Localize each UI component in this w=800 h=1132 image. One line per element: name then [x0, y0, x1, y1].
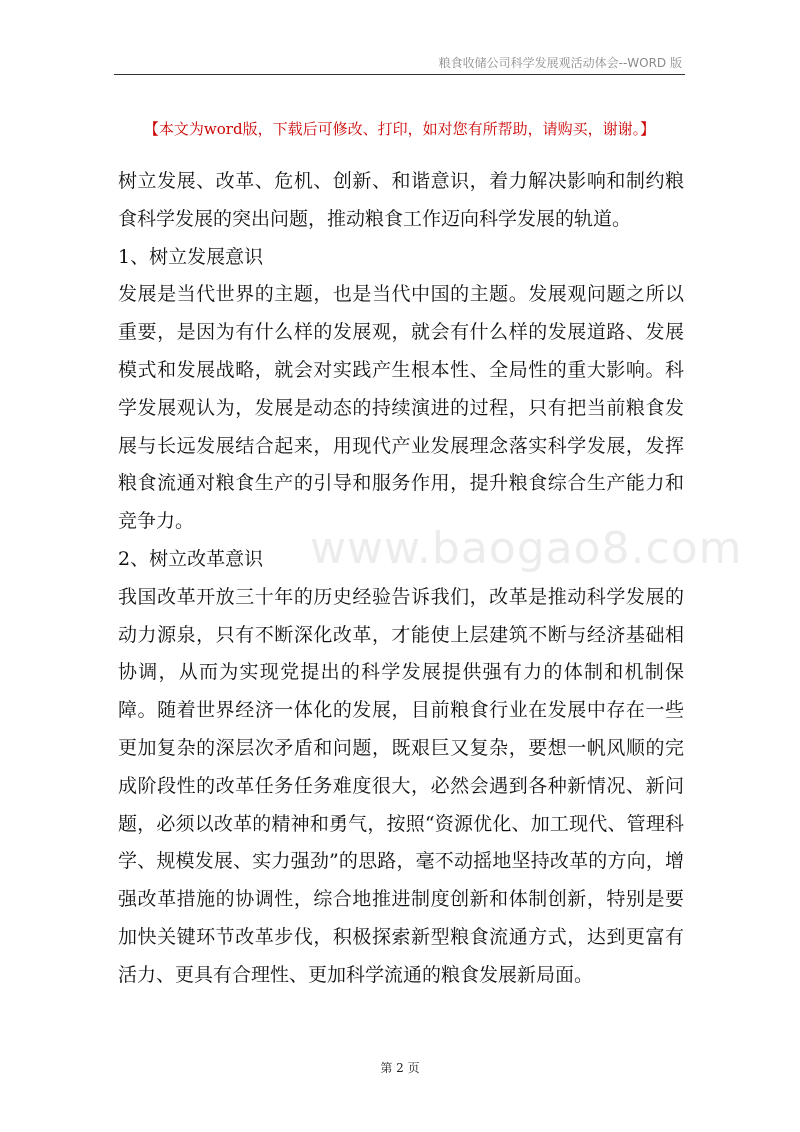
section-heading-development: 1、树立发展意识: [118, 245, 264, 268]
section-heading-reform: 2、树立改革意识: [118, 547, 264, 570]
page-header-title: 粮食收储公司科学发展观活动体会--WORD 版: [438, 56, 682, 70]
watermark: www.baogao8.com: [310, 523, 743, 574]
paragraph-reform: 我国改革开放三十年的历史经验告诉我们，改革是推动科学发展的动力源泉，只有不断深化改革，才能使上层建筑不断与经济基础相协调，从而为实现党提出的科学发展提供强有力的体制和机制保障。随着世界经济一体化的发展，目前粮食行业在发展中存在一些更加复杂的深层次矛盾和问题，既艰巨又复杂，要想一帆风顺的完成阶段性的改革任务任务难度很大，必然会遇到各种新情况、新问题，必须以改革的精神和勇气，按照“资源优化、加工现代、管理科学、规模发展、实力强劲”的思路，毫不动摇地坚持改革的方向，增强改革措施的协调性，综合地推进制度创新和体制创新，特别是要加快关键环节改革步伐，积极探索新型粮食流通方式，达到更富有活力、更具有合理性、更加科学流通的粮食发展新局面。: [118, 585, 684, 986]
paragraph-intro: 树立发展、改革、危机、创新、和谐意识，着力解决影响和制约粮食科学发展的突出问题，推动粮食工作迈向科学发展的轨道。: [118, 170, 684, 230]
header-divider: [114, 74, 685, 75]
download-notice: 【本文为word版，下载后可修改、打印，如对您有所帮助，请购买，谢谢。】: [143, 120, 656, 138]
document-body: [118, 163, 684, 995]
paragraph-development: 发展是当代世界的主题，也是当代中国的主题。发展观问题之所以重要，是因为有什么样的发展观，就会有什么样的发展道路、发展模式和发展战略，就会对实践产生根本性、全局性的重大影响。科学发展观认为，发展是动态的持续演进的过程，只有把当前粮食发展与长远发展结合起来，用现代产业发展理念落实科学发展，发挥粮食流通对粮食生产的引导和服务作用，提升粮食综合生产能力和竞争力。: [118, 283, 684, 533]
page-number: 第 2 页: [380, 1061, 420, 1075]
